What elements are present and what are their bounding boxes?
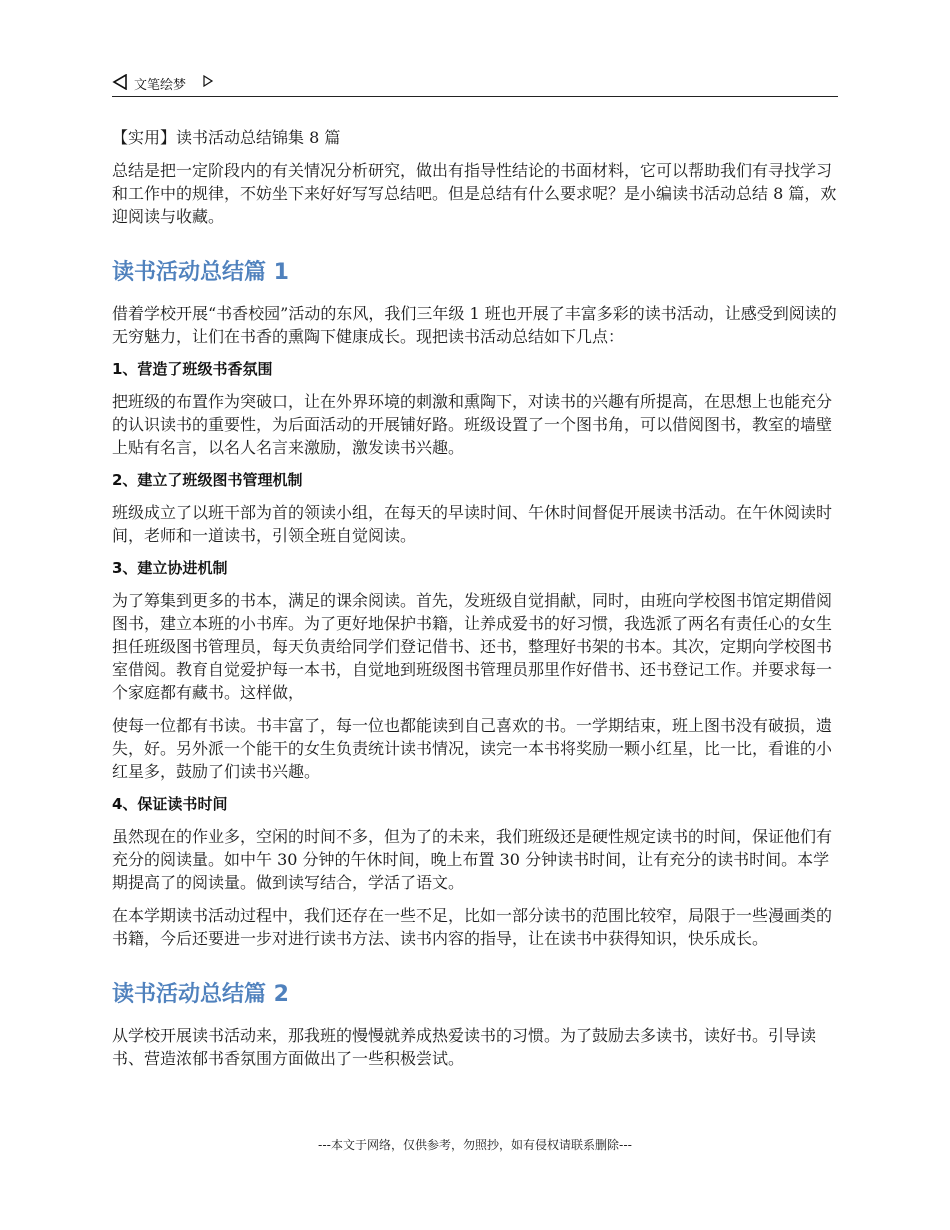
paragraph: 虽然现在的作业多，空闲的时间不多，但为了的未来，我们班级还是硬性规定读书的时间，保证他们有充分的阅读量。如中午 30 分钟的午休时间，晚上布置 30 分钟读书时间，让有充分的读书时间。本学期提高了的阅读量。做到读写结合，学活了语文。: [112, 827, 833, 892]
paragraph: 班级成立了以班干部为首的领读小组，在每天的早读时间、午休时间督促开展读书活动。在午休阅读时间，老师和一道读书，引领全班自觉阅读。: [112, 503, 833, 545]
subheading: 3、建立协进机制: [112, 559, 228, 577]
section-heading-1: 读书活动总结篇 1: [112, 260, 289, 285]
left-triangle-icon: [112, 74, 128, 90]
paragraph: 借着学校开展“书香校园”活动的东风，我们三年级 1 班也开展了丰富多彩的读书活动，让感受到阅读的无穷魅力，让们在书香的熏陶下健康成长。现把读书活动总结如下几点：: [112, 304, 837, 346]
paragraph: 从学校开展读书活动来，那我班的慢慢就养成热爱读书的习惯。为了鼓励去多读书，读好书。引导读书、营造浓郁书香氛围方面做出了一些积极尝试。: [112, 1026, 817, 1068]
intro-paragraph: 总结是把一定阶段内的有关情况分析研究，做出有指导性结论的书面材料，它可以帮助我们有寻找学习和工作中的规律，不妨坐下来好好写写总结吧。但是总结有什么要求呢？是小编读书活动总结 8 篇，欢迎阅读与收藏。: [112, 161, 837, 226]
document-body: [112, 126, 838, 1080]
paragraph: 使每一位都有书读。书丰富了，每一位也都能读到自己喜欢的书。一学期结束，班上图书没有破损，遗失，好。另外派一个能干的女生负责统计读书情况，读完一本书将奖励一颗小红星，比一比，看谁的小红星多，鼓励了们读书兴趣。: [112, 716, 833, 781]
section-heading-2: 读书活动总结篇 2: [112, 982, 289, 1007]
footer-disclaimer: ---本文于网络，仅供参考，勿照抄，如有侵权请联系删除---: [318, 1138, 632, 1152]
brand-name: 文笔绘梦: [134, 78, 187, 93]
paragraph: 在本学期读书活动过程中，我们还存在一些不足，比如一部分读书的范围比较窄，局限于一些漫画类的书籍，今后还要进一步对进行读书方法、读书内容的指导，让在读书中获得知识，快乐成长。: [112, 906, 833, 948]
page-header: [112, 70, 838, 97]
subheading: 2、建立了班级图书管理机制: [112, 471, 303, 489]
subheading: 4、保证读书时间: [112, 795, 228, 813]
right-triangle-icon: [202, 75, 214, 87]
document-title: 【实用】读书活动总结锦集 8 篇: [112, 128, 341, 147]
paragraph: 为了筹集到更多的书本，满足的课余阅读。首先，发班级自觉捐献，同时，由班向学校图书馆定期借阅图书，建立本班的小书库。为了更好地保护书籍，让养成爱书的好习惯，我选派了两名有责任心的女生担任班级图书管理员，每天负责给同学们登记借书、还书，整理好书架的书本。其次，定期向学校图书室借阅。教育自觉爱护每一本书，自觉地到班级图书管理员那里作好借书、还书登记工作。并要求每一个家庭都有藏书。这样做，: [112, 591, 833, 702]
subheading: 1、营造了班级书香氛围: [112, 360, 273, 378]
paragraph: 把班级的布置作为突破口，让在外界环境的刺激和熏陶下，对读书的兴趣有所提高，在思想上也能充分的认识读书的重要性，为后面活动的开展铺好路。班级设置了一个图书角，可以借阅图书，教室的墙壁上贴有名言，以名人名言来激励，激发读书兴趣。: [112, 392, 833, 457]
